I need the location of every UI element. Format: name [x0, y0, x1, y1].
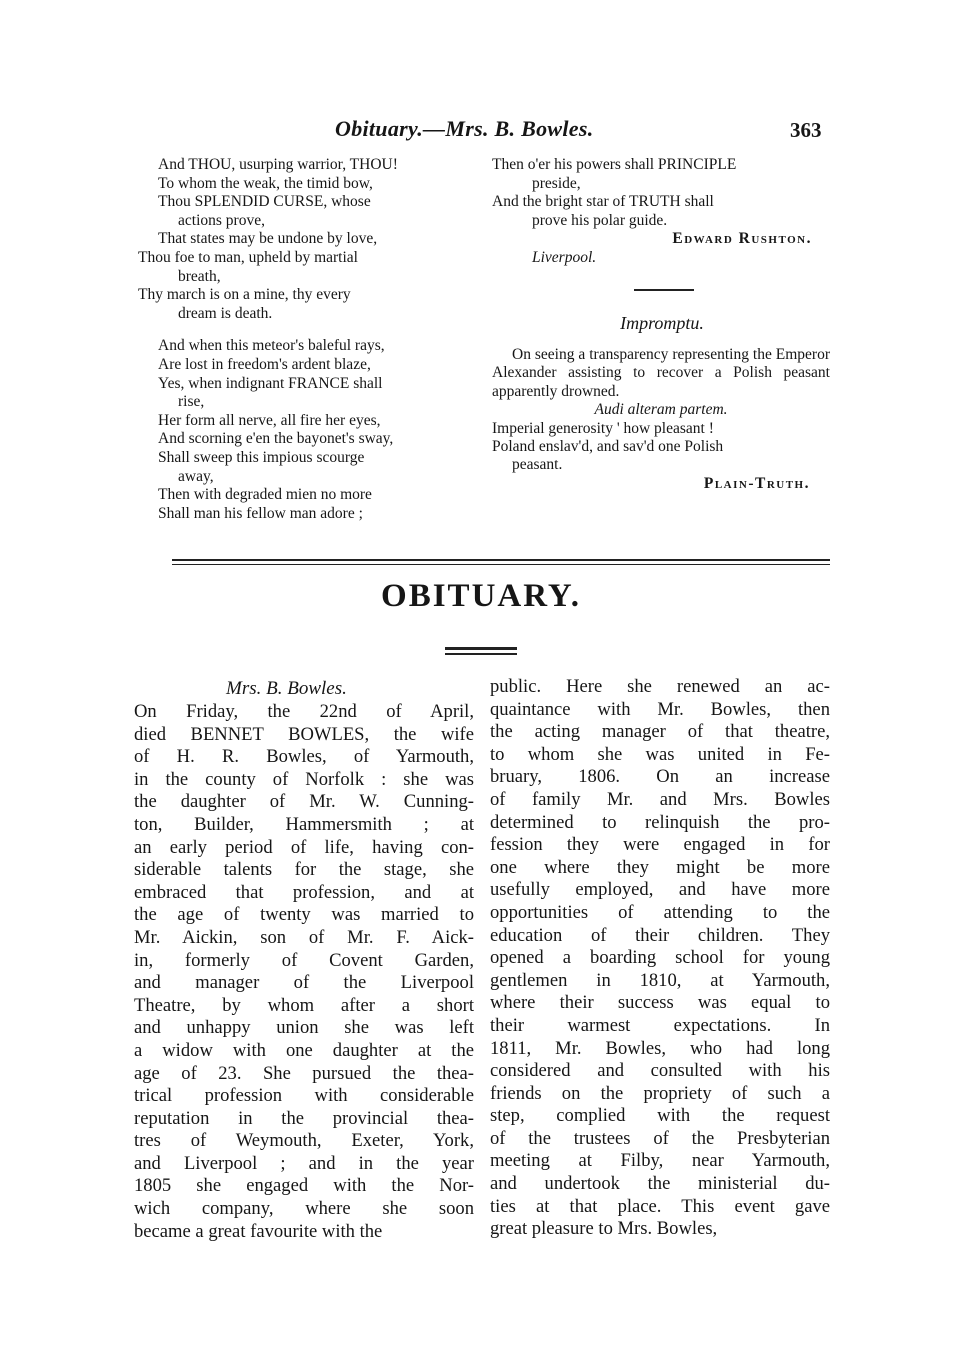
text-line: died BENNET BOWLES, the wife [134, 723, 474, 745]
text-line: Theatre, by whom after a short [134, 994, 474, 1016]
text-line: of H. R. Bowles, of Yarmouth, [134, 746, 474, 768]
obituary-right-column [490, 676, 830, 1241]
text-line: and undertook the ministerial du- [490, 1173, 830, 1195]
text-line: and manager of the Liverpool [134, 972, 474, 994]
text-line: determined to relinquish the pro- [490, 811, 830, 833]
obituary-left-column [134, 678, 474, 1243]
text-line: and unhappy union she was left [134, 1017, 474, 1039]
text-line: one where they might be more [490, 856, 830, 878]
heading-ornament-rule [445, 647, 517, 650]
impromptu-line: peasant. [512, 456, 563, 474]
text-line: 1811, Mr. Bowles, who had long [490, 1037, 830, 1059]
text-line: considered and consulted with his [490, 1060, 830, 1082]
text-line: in, formerly of Covent Garden, [134, 949, 474, 971]
poem-line: Are lost in freedom's ardent blaze, [158, 355, 371, 373]
text-line: 1805 she engaged with the Nor- [134, 1175, 474, 1197]
text-line: usefully employed, and have more [490, 879, 830, 901]
text-line: siderable talents for the stage, she [134, 859, 474, 881]
poem-line: And scorning e'en the bayonet's sway, [158, 430, 394, 448]
section-divider [634, 289, 694, 291]
poem-line: breath, [178, 267, 221, 285]
poem-line: rise, [178, 393, 205, 411]
obituary-subhead: Mrs. B. Bowles. [226, 678, 347, 699]
poem-right-column [492, 156, 832, 268]
poem-line: Thou SPLENDID CURSE, whose [158, 193, 371, 211]
text-line: an early period of life, having con- [134, 836, 474, 858]
text-line: in the county of Norfolk : she was [134, 768, 474, 790]
text-line: embraced that profession, and at [134, 881, 474, 903]
running-title: Obituary.—Mrs. B. Bowles. [335, 116, 594, 141]
text-line: public. Here she renewed an ac- [490, 676, 830, 697]
poem-line: Thou foe to man, upheld by martial [138, 248, 358, 266]
impromptu-title: Impromptu. [620, 313, 704, 333]
text-line: a widow with one daughter at the [134, 1039, 474, 1061]
text-line: ton, Builder, Hammersmith ; at [134, 813, 474, 835]
poem-line: Then with degraded mien no more [158, 486, 372, 504]
poem-line: Thy march is on a mine, thy every [138, 286, 351, 304]
poem-line: Yes, when indignant FRANCE shall [158, 374, 383, 392]
text-line: of family Mr. and Mrs. Bowles [490, 788, 830, 810]
text-line: quaintance with Mr. Bowles, then [490, 698, 830, 720]
poem-line: Then o'er his powers shall PRINCIPLE [492, 156, 737, 173]
poem-line: away, [178, 467, 214, 485]
text-line: Mr. Aickin, son of Mr. F. Aick- [134, 926, 474, 948]
poem-line: That states may be undone by love, [158, 230, 378, 248]
impromptu-line: Poland enslav'd, and sav'd one Polish [492, 438, 724, 456]
poem-line: preside, [532, 174, 581, 192]
text-line: bruary, 1806. On an increase [490, 766, 830, 788]
obituary-heading: OBITUARY. [381, 578, 581, 614]
impromptu-line: Imperial generosity ' how pleasant ! [492, 419, 714, 437]
poem-line: And THOU, usurping warrior, THOU! [158, 156, 398, 173]
double-rule-divider [172, 559, 830, 565]
poem-line: Shall man his fellow man adore ; [158, 504, 363, 522]
impromptu-motto: Audi alteram partem. [594, 401, 728, 419]
poem-line: Shall sweep this impious scourge [158, 448, 365, 466]
text-line: meeting at Filby, near Yarmouth, [490, 1150, 830, 1172]
text-line: of the trustees of the Presbyterian [490, 1127, 830, 1149]
text-line: where their success was equal to [490, 992, 830, 1014]
text-line: ties at that place. This event gave [490, 1195, 830, 1217]
heading-ornament-rule [445, 653, 517, 655]
poem-line: And when this meteor's baleful rays, [158, 337, 385, 355]
obituary-left-text [134, 701, 474, 1243]
text-line: great pleasure to Mrs. Bowles, [490, 1218, 718, 1240]
text-line: reputation in the provincial thea- [134, 1107, 474, 1129]
poem-place: Liverpool. [532, 248, 597, 266]
text-line: tres of Weymouth, Exeter, York, [134, 1130, 474, 1152]
page-number: 363 [790, 118, 822, 142]
poem-line: actions prove, [178, 211, 265, 229]
poem-line: dream is death. [178, 304, 273, 322]
text-line: opened a boarding school for young [490, 947, 830, 969]
text-line: age of 23. She pursued the thea- [134, 1062, 474, 1084]
text-line: trical profession with considerable [134, 1085, 474, 1107]
poem-left-column [138, 156, 478, 523]
poem-signature: Edward Rushton. [672, 230, 812, 248]
poem-line: Her form all nerve, all fire her eyes, [158, 411, 381, 429]
text-line: fession they were engaged in for [490, 834, 830, 856]
text-line: became a great favourite with the [134, 1220, 383, 1242]
text-line: their warmest expectations. In [490, 1014, 830, 1036]
impromptu-intro: On seeing a transparency representing the Emperor Alexander assisting to recover a Polish peasant apparently drowned. [492, 346, 830, 400]
text-line: step, complied with the request [490, 1105, 830, 1127]
poem-line: And the bright star of TRUTH shall [492, 193, 714, 211]
text-line: the age of twenty was married to [134, 904, 474, 926]
text-line: to whom she was united in Fe- [490, 743, 830, 765]
text-line: gentlemen in 1810, at Yarmouth, [490, 969, 830, 991]
impromptu-signature: Plain-Truth. [703, 474, 810, 492]
text-line: and Liverpool ; and in the year [134, 1152, 474, 1174]
text-line: friends on the propriety of such a [490, 1082, 830, 1104]
text-line: opportunities of attending to the [490, 901, 830, 923]
impromptu-block [492, 346, 830, 493]
obituary-right-text [490, 676, 830, 1241]
text-line: wich company, where she soon [134, 1198, 474, 1220]
text-line: education of their children. They [490, 924, 830, 946]
poem-line: To whom the weak, the timid bow, [158, 174, 373, 192]
text-line: On Friday, the 22nd of April, [134, 701, 474, 722]
poem-line: prove his polar guide. [532, 211, 668, 229]
text-line: the daughter of Mr. W. Cunning- [134, 791, 474, 813]
text-line: the acting manager of that theatre, [490, 721, 830, 743]
